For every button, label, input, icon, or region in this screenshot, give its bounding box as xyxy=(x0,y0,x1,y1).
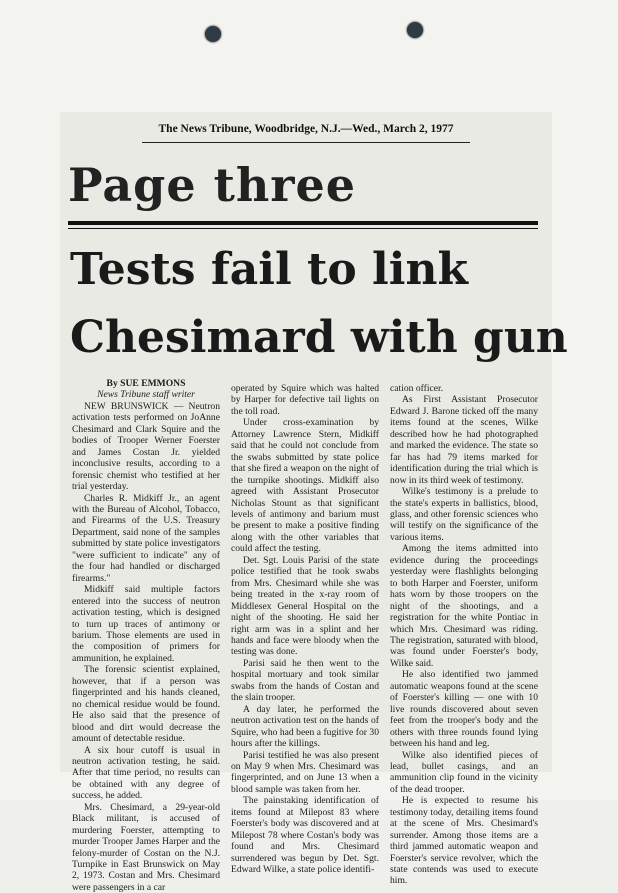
paragraph: Among the items admitted into evidence during the proceedings yesterday were flashlights belonging to both Harper and Foerster, uniform hats worn by those troopers on the night of the shootings, and a registration for the white Pontiac in which Mrs. Chesimard was riding. The registration, saturated with blood, was found under Foerster's body, Wilke said. xyxy=(390,543,538,669)
punch-hole-right xyxy=(407,22,423,38)
paragraph: The painstaking identification of items found at Milepost 83 where Foerster's body was discovered and at Milepost 78 where Costan's body was found and Mrs. Chesimard surrendered was begun by Det. Sgt. Edward Wilke, a state police identifi- xyxy=(231,795,379,876)
paragraph: NEW BRUNSWICK — Neutron activation tests performed on JoAnne Chesimard and Clark Squire and the bodies of Trooper Werner Foerster and James Costan Jr. yielded inconclusive results, according to a forensic chemist who testified at her trial yesterday. xyxy=(72,400,220,493)
paragraph: Wilke also identified pieces of lead, bullet casings, and an ammunition clip found in the vicinity of the dead trooper. xyxy=(390,749,538,795)
paragraph: cation officer. xyxy=(390,383,444,394)
section-title: Page three xyxy=(68,158,357,212)
paragraph: operated by Squire which was halted by Harper for defective tail lights on the toll road. xyxy=(231,383,379,417)
paragraph: Charles R. Midkiff Jr., an agent with the Bureau of Alcohol, Tobacco, and Firearms of the U.S. Treasury Department, said none of the samples submitted by state police investigators "were sufficient to indicate" any of the four had handled or discharged firearms." xyxy=(72,492,220,584)
article-column-2 xyxy=(231,383,379,875)
paragraph: He is expected to resume his testimony today, detailing items found at the scene of Mrs. Chesimard's surrender. Among those items are a third jammed automatic weapon and Foerster's service revolver, which the state contends was used to execute him. xyxy=(390,795,538,887)
article-column-3 xyxy=(390,383,538,887)
byline-role: News Tribune staff writer xyxy=(97,389,195,401)
paragraph: A day later, he performed the neutron activation test on the hands of Squire, who had been a fugitive for 30 hours after the killings. xyxy=(231,703,379,750)
headline-line-2: Chesimard with gun xyxy=(70,312,568,363)
headline-line-1: Tests fail to link xyxy=(70,244,468,295)
paragraph: The forensic scientist explained, however, that if a person was fingerprinted and his hands cleaned, no chemical residue would be found. He also said that the presence of blood and dirt would decrease the amount of detectable residue. xyxy=(72,664,220,745)
paragraph: Wilke's testimony is a prelude to the state's experts in ballistics, blood, glass, and other forensic sciences who will testify on the significance of the various items. xyxy=(390,486,538,543)
thin-rule xyxy=(68,228,538,229)
paragraph: Parisi said he then went to the hospital mortuary and took similar swabs from the hands of Costan and the slain trooper. xyxy=(231,657,379,704)
paragraph: Under cross-examination by Attorney Lawrence Stern, Midkiff said that he could not conclude from the swabs submitted by state police that she fired a weapon on the night of the turnpike shootings. Midkiff also agreed with Assistant Prosecutor Nicholas Stount as that significant levels of antimony and barium must be present to make a positive finding along with the other variables that could affect the testing. xyxy=(231,417,379,555)
dateline: The News Tribune, Woodbridge, N.J.—Wed., March 2, 1977 xyxy=(142,116,470,143)
punch-hole-left xyxy=(205,26,221,42)
paragraph: As First Assistant Prosecutor Edward J. Barone ticked off the many items found at the scenes, Wilke described how he had photographed and marked the evidence. The state so far has had 79 items marked for identification during the trial which is now in its third week of testimony. xyxy=(390,394,538,486)
paragraph: Midkiff said multiple factors entered into the success of neutron activation testing, which is designed to turn up traces of antimony or barium. Those elements are used in the composition of primers for ammunition, he explained. xyxy=(72,584,220,664)
paragraph: He also identified two jammed automatic weapons found at the scene of Foerster's killing — one with 10 live rounds discovered about seven feet from the trooper's body and the others with three rounds found lying between his hand and leg. xyxy=(390,669,538,750)
paragraph: Det. Sgt. Louis Parisi of the state police testified that he took swabs from Mrs. Chesimard while she was being treated in the x-ray room of Middlesex General Hospital on the night of the shooting. He said her right arm was in a splint and her hands and face were bloody when the testing was done. xyxy=(231,554,379,658)
paragraph: A six hour cutoff is usual in neutron activation testing, he said. After that time period, no results can be obtained with any degree of success, he added. xyxy=(72,744,220,802)
paragraph: Parisi testified he was also present on May 9 when Mrs. Chesimard was fingerprinted, and on June 13 when a blood sample was taken from her. xyxy=(231,749,379,795)
byline: By SUE EMMONS xyxy=(106,378,186,389)
article-column-1 xyxy=(72,378,220,893)
thick-rule xyxy=(68,221,538,225)
paragraph: Mrs. Chesimard, a 29-year-old Black militant, is accused of murdering Foerster, attempting to murder Trooper James Harper and the felony-murder of Costan on the N.J. Turnpike in East Brunswick on May 2, 1973. Costan and Mrs. Chesimard were passengers in a car xyxy=(72,801,220,893)
headline xyxy=(70,240,568,368)
